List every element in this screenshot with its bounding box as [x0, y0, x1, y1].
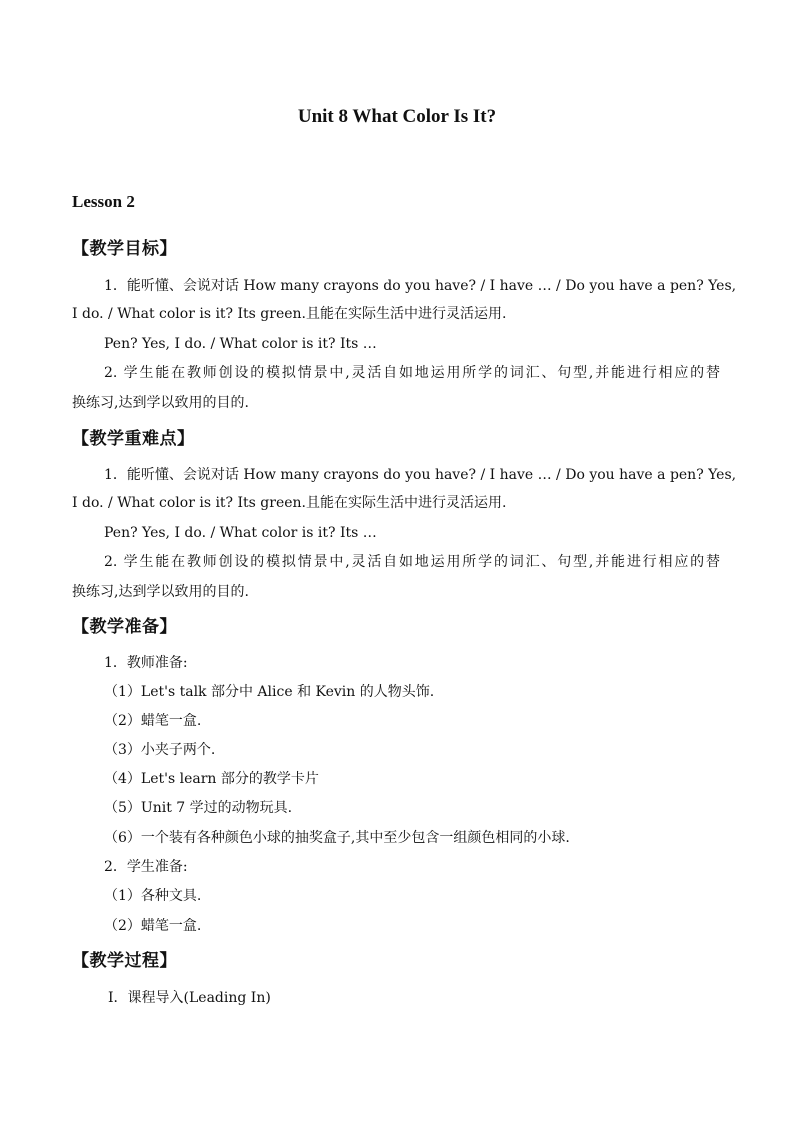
section-heading-objectives: 【教学目标】: [72, 239, 177, 259]
keypoint-line-4: 2. 学生能在教师创设的模拟情景中,灵活自如地运用所学的词汇、句型,并能进行相应的替: [104, 554, 720, 570]
section-heading-process: 【教学过程】: [72, 951, 177, 971]
objective-line-1: 1．能听懂、会说对话 How many crayons do you have? / I have … / Do you have a pen? Yes,: [104, 278, 737, 294]
objective-line-3: Pen? Yes, I do. / What color is it? Its …: [104, 336, 377, 352]
lesson-label: Lesson 2: [72, 192, 135, 211]
section-heading-preparation: 【教学准备】: [72, 617, 177, 637]
document-title: Unit 8 What Color Is It?: [297, 106, 497, 127]
teacher-item-3: （3）小夹子两个.: [104, 742, 216, 758]
teacher-item-6: （6）一个装有各种颜色小球的抽奖盒子,其中至少包含一组颜色相同的小球.: [104, 830, 570, 846]
keypoint-line-3: Pen? Yes, I do. / What color is it? Its …: [104, 525, 377, 541]
objective-line-2: I do. / What color is it? Its green.且能在实际生活中进行灵活运用.: [72, 306, 507, 322]
student-item-1: （1）各种文具.: [104, 888, 202, 904]
teacher-item-2: （2）蜡笔一盒.: [104, 713, 202, 729]
student-preparation-label: 2．学生准备:: [104, 859, 188, 875]
process-step-1: Ⅰ．课程导入(Leading In): [108, 990, 271, 1006]
objective-line-5: 换练习,达到学以致用的目的.: [72, 395, 249, 411]
teacher-item-5: （5）Unit 7 学过的动物玩具.: [104, 800, 293, 816]
teacher-preparation-label: 1．教师准备:: [104, 655, 188, 671]
teacher-item-1: （1）Let's talk 部分中 Alice 和 Kevin 的人物头饰.: [104, 684, 435, 700]
student-item-2: （2）蜡笔一盒.: [104, 918, 202, 934]
section-heading-keypoints: 【教学重难点】: [72, 429, 195, 449]
objective-line-4: 2. 学生能在教师创设的模拟情景中,灵活自如地运用所学的词汇、句型,并能进行相应的替: [104, 365, 720, 381]
teacher-item-4: （4）Let's learn 部分的教学卡片: [104, 771, 319, 787]
keypoint-line-5: 换练习,达到学以致用的目的.: [72, 584, 249, 600]
keypoint-line-1: 1．能听懂、会说对话 How many crayons do you have? / I have … / Do you have a pen? Yes,: [104, 467, 737, 483]
keypoint-line-2: I do. / What color is it? Its green.且能在实际生活中进行灵活运用.: [72, 495, 507, 511]
